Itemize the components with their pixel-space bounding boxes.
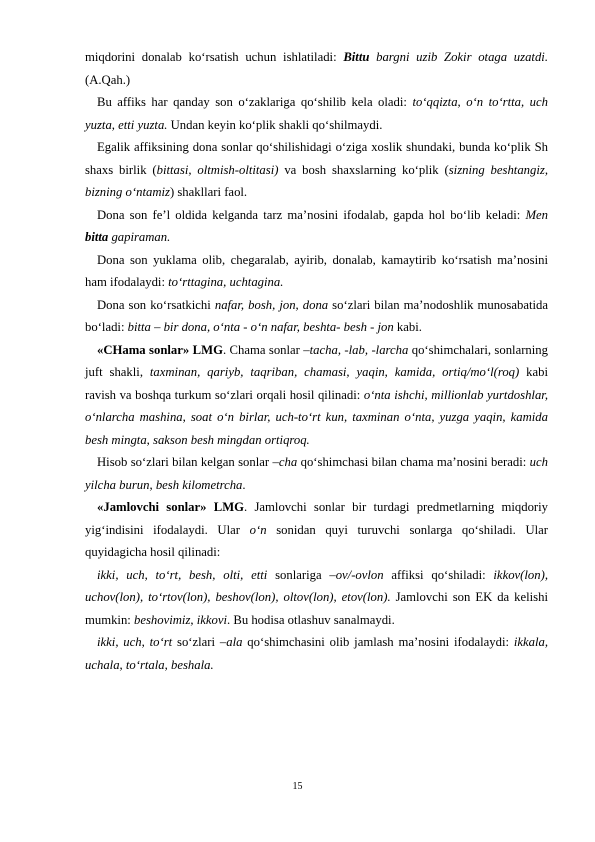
text-run: . Jamlovchi sonlar bir turdagi predmetlarning miqdoriy yig‘indisini ifodalaydi. Ular — [85, 500, 549, 537]
text-run: so‘zlari – — [172, 635, 227, 649]
text-run: Dona son fe’l oldida kelganda tarz ma’nosini ifodalab, gapda hol bo‘lib keladi: — [97, 207, 526, 222]
paragraph — [85, 249, 548, 294]
text-run: Bu affiks har qanday son o‘zaklariga qo‘shilib kela oladi: — [97, 95, 413, 109]
text-run: sonlariga – — [267, 567, 336, 582]
text-run: Jamlovchi son EK da kelishi mumkin: — [85, 590, 548, 627]
text-run: ala — [226, 635, 243, 649]
text-run: to‘rttagina, uchtagina. — [168, 275, 284, 289]
text-run: . Chama sonlar – — [222, 342, 310, 357]
text-run: cha — [278, 455, 298, 469]
text-run: miqdorini donalab ko‘rsatish uchun ishlatiladi: — [85, 50, 344, 64]
text-run: bargni uzib Zokir otaga uzatdi. — [369, 50, 548, 64]
paragraph — [85, 294, 548, 339]
page-number: 15 — [292, 781, 303, 792]
text-run: Bittu — [343, 50, 370, 64]
text-run: «Jamlovchi sonlar» LMG — [97, 500, 245, 514]
text-run: bitta — [85, 230, 109, 244]
text-run: . Bu hodisa otlashuv sanalmaydi. — [227, 612, 395, 627]
text-run: . — [242, 477, 246, 492]
paragraph — [85, 339, 548, 452]
paragraph — [85, 91, 548, 136]
paragraph — [85, 204, 548, 249]
text-run: ikkov(lon), uchov(lon), to‘rtov(lon), beshov(lon), oltov(lon), etov(lon). — [85, 567, 549, 604]
text-run: taxminan, qariyb, taqriban, chamasi, yaqin, kamida, ortiq/mo‘l(roq) — [149, 365, 520, 379]
paragraph — [85, 451, 548, 496]
text-run: so‘zlari bilan ma’nodoshlik munosabatida bo‘ladi: — [85, 297, 548, 334]
text-run: Egalik affiksining dona sonlar qo‘shilishidagi o‘ziga xoslik shundaki, bunda ko‘plik Sh shaxs birlik ( — [85, 140, 548, 177]
text-run: o‘n — [249, 522, 267, 537]
text-run: qo‘shimchasi bilan chama ma’nosini beradi: — [297, 455, 530, 469]
text-run: sizning beshtangiz, bizning o‘ntamiz — [85, 162, 548, 199]
text-run: «CHama sonlar» LMG — [97, 342, 223, 357]
paragraph — [85, 136, 548, 204]
text-run: ov/-ovlon — [335, 567, 384, 582]
text-run: to‘qqizta, o‘n to‘rtta, uch yuzta, etti yuzta. — [85, 95, 548, 132]
text-run: kabi ravish va boshqa turkum so‘zlari orqali hosil qilinadi: — [85, 365, 548, 402]
text-run: Men — [525, 207, 548, 222]
text-run: ikki, uch, to‘rt, besh, olti, etti — [97, 567, 268, 582]
text-run: nafar, bosh, jon, dona — [214, 297, 329, 312]
paragraph — [85, 631, 548, 676]
text-run: affiksi qo‘shiladi: — [383, 567, 494, 582]
paragraph — [85, 496, 548, 564]
paragraph — [85, 46, 548, 91]
text-run: qo‘shimchalari, sonlarning juft shakli, — [85, 342, 548, 379]
body-text — [85, 46, 548, 676]
text-run: Dona son yuklama olib, chegaralab, ayirib, donalab, kamaytirib ko‘rsatish ma’nosini ham ifodalaydi: — [85, 252, 548, 289]
text-run: ikkala, uchala, to‘rtala, beshala. — [85, 635, 549, 672]
text-run: tacha, -lab, -larcha — [309, 342, 409, 357]
text-run: bittasi, oltmish-oltitasi) — [156, 162, 279, 177]
paragraph — [85, 564, 548, 632]
text-run: beshovimiz, ikkovi — [134, 612, 228, 627]
text-run: sonidan quyi turuvchi sonlarga qo‘shiladi. Ular quyidagicha hosil qilinadi: — [85, 522, 548, 559]
text-run: va bosh shaxslarning ko‘plik ( — [278, 162, 449, 177]
text-run: (A.Qah.) — [85, 72, 131, 87]
text-run: o‘nta ishchi, millionlab yurtdoshlar, o‘nlarcha mashina, soat o‘n birlar, uch-to‘rt kun, taxminan o‘nta, yuzga yaqin, kamida besh mingta, sakson besh mingdan ortiqroq. — [85, 387, 548, 447]
text-run: qo‘shimchasini olib jamlash ma’nosini ifodalaydi: — [242, 635, 514, 649]
text-run: Hisob so‘zlari bilan kelgan sonlar – — [97, 455, 279, 469]
text-run: bitta – bir dona, o‘nta - o‘n nafar, beshta- besh - jon — [127, 320, 394, 334]
text-run: Dona son ko‘rsatkichi — [97, 297, 215, 312]
text-run: Undan keyin ko‘plik shakli qo‘shilmaydi. — [167, 117, 383, 132]
text-run: ikki, uch, to‘rt — [97, 635, 173, 649]
text-run: uch yilcha burun, besh kilometrcha — [85, 455, 548, 492]
text-run: kabi. — [393, 320, 422, 334]
text-run: gapiraman. — [108, 230, 171, 244]
text-run: ) shakllari faol. — [169, 185, 248, 199]
